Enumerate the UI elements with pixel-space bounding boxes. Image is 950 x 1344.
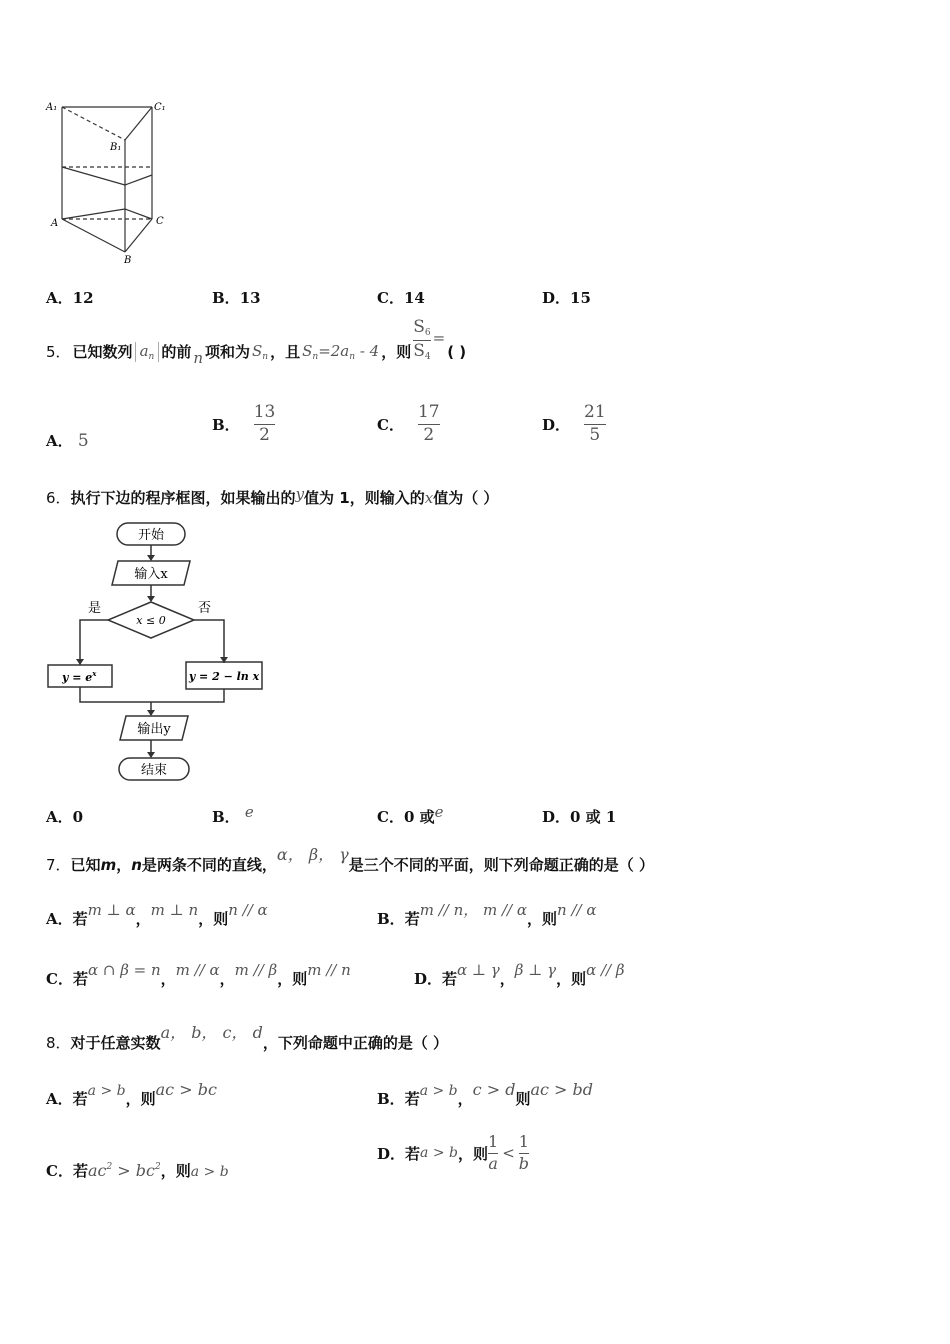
q4-option-c[interactable]: C．14 bbox=[377, 289, 425, 307]
q7-option-d[interactable]: D．若α ⊥ γ，β ⊥ γ，则α // β bbox=[414, 961, 625, 988]
q8-stem: 8．对于任意实数a， b， c， d，下列命题中正确的是（ ） bbox=[46, 1023, 449, 1052]
prism-figure bbox=[40, 95, 190, 275]
flow-cond-text: x ≤ 0 bbox=[136, 614, 166, 627]
label-A1: A₁ bbox=[46, 102, 58, 113]
q5-fraction: $\frac{S_6}{S_4}$ bbox=[413, 317, 431, 363]
q5-option-b[interactable]: B． $\frac{13}{2}$ bbox=[212, 402, 276, 445]
label-A: A bbox=[51, 218, 59, 229]
q4-option-d[interactable]: D．15 bbox=[542, 289, 591, 307]
flow-start-text: 开始 bbox=[137, 528, 165, 543]
q6-option-d[interactable]: D．0 或 1 bbox=[542, 808, 617, 826]
q8-option-b[interactable]: B．若a > b，c > d则ac > bd bbox=[377, 1080, 594, 1108]
label-B1: B₁ bbox=[110, 142, 122, 153]
label-C1: C₁ bbox=[154, 102, 166, 113]
flow-output-text: 输出y bbox=[137, 722, 171, 737]
q8-option-d[interactable]: D． 若 a > b ，则 $\frac{1}{a}$ < $\frac{1}{b}$ bbox=[377, 1132, 530, 1173]
q8-option-a[interactable]: A．若a > b，则ac > bc bbox=[46, 1080, 217, 1108]
q8-option-c[interactable]: C．若$ac^2 > bc^2$，则a > b bbox=[46, 1161, 229, 1180]
flow-input-text: 输入x bbox=[134, 567, 168, 582]
q7-option-a[interactable]: A．若m ⊥ α，m ⊥ n，则n // α bbox=[46, 901, 268, 928]
q7-option-c[interactable]: C．若α ∩ β = n，m // α，m // β，则m // n bbox=[46, 961, 351, 988]
q7-option-b[interactable]: B．若m // n， m // α，则n // α bbox=[377, 901, 597, 928]
flowchart bbox=[40, 515, 275, 785]
label-B: B bbox=[124, 255, 132, 266]
flow-end-text: 结束 bbox=[140, 763, 168, 778]
q4-option-a[interactable]: A．12 bbox=[46, 289, 94, 307]
q5-option-d[interactable]: D． $\frac{21}{5}$ bbox=[542, 402, 606, 445]
q5-option-c[interactable]: C． $\frac{17}{2}$ bbox=[377, 402, 440, 445]
flow-left-text: $y = e^x$ bbox=[62, 669, 97, 684]
q6-stem: 6．执行下边的程序框图，如果输出的y值为 1，则输入的x值为（ ） bbox=[46, 485, 499, 507]
q6-option-c[interactable]: C．0 或e bbox=[377, 803, 444, 826]
flow-yes-label: 是 bbox=[88, 601, 102, 616]
q7-stem: 7．已知m，n是两条不同的直线，α， β， γ是三个不同的平面，则下列命题正确的是（ ） bbox=[46, 845, 654, 874]
flow-right-text: y = 2 − ln x bbox=[188, 670, 260, 683]
flow-no-label: 否 bbox=[198, 601, 212, 616]
q6-option-b[interactable]: B． e bbox=[212, 803, 254, 826]
q5-stem: 5． 已知数列 $a_n$ 的前 n 项和为 $S_n$ ，且 $S_n=2a_n - 4$ ，则 $\frac{S_6}{S_4}$ = ( ) bbox=[46, 317, 467, 367]
q6-option-a[interactable]: A．0 bbox=[46, 808, 84, 826]
q4-option-b[interactable]: B．13 bbox=[212, 289, 261, 307]
q5-option-a[interactable]: A． 5 bbox=[46, 431, 89, 451]
label-C: C bbox=[156, 216, 164, 227]
